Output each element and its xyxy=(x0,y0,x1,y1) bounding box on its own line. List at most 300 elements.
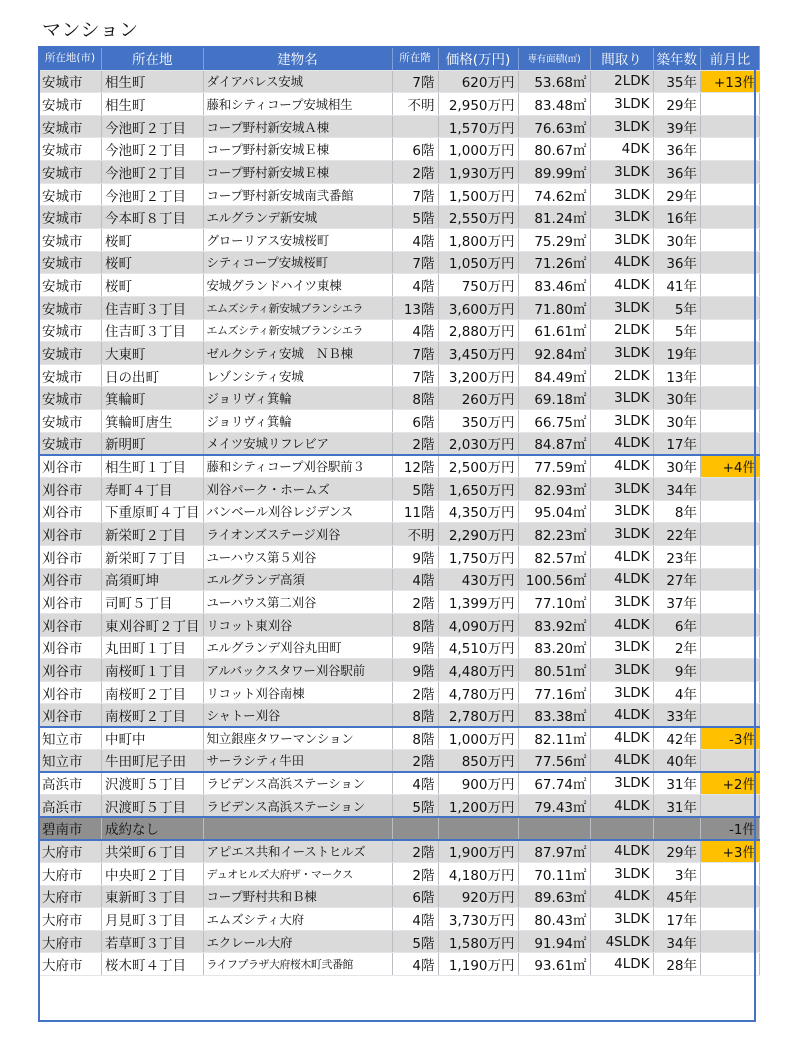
page-title: マンション xyxy=(42,19,139,41)
cell-layout: 3LDK xyxy=(590,523,653,546)
cell-layout: 4LDK xyxy=(590,885,653,908)
cell-age: 42年 xyxy=(653,727,701,750)
cell-price: 3,600万円 xyxy=(438,296,518,319)
cell-age: 30年 xyxy=(653,410,701,433)
cell-floor: 2階 xyxy=(392,749,438,772)
cell-address: 相生町 xyxy=(102,93,204,116)
cell-floor: 11階 xyxy=(392,500,438,523)
cell-area: 77.10㎡ xyxy=(518,591,590,614)
cell-building: シャトー刈谷 xyxy=(203,704,392,727)
cell-city: 安城市 xyxy=(39,296,102,319)
cell-age: 30年 xyxy=(653,387,701,410)
cell-price: 1,000万円 xyxy=(438,138,518,161)
cell-address: 寿町４丁目 xyxy=(102,478,204,501)
cell-area: 89.99㎡ xyxy=(518,161,590,184)
cell-address: 桜町 xyxy=(102,251,204,274)
table-row xyxy=(39,659,760,682)
cell-layout: 4LDK xyxy=(590,704,653,727)
cell-age: 39年 xyxy=(653,115,701,138)
cell-layout: 4LDK xyxy=(590,840,653,863)
cell-price: 4,510万円 xyxy=(438,636,518,659)
cell-building: 藤和シティコープ刈谷駅前３ xyxy=(203,455,392,478)
cell-price: 1,000万円 xyxy=(438,727,518,750)
cell-address: 今池町２丁目 xyxy=(102,138,204,161)
cell-building: ゼルクシティ安城 ＮＢ棟 xyxy=(203,342,392,365)
cell-price: 1,399万円 xyxy=(438,591,518,614)
cell-area: 82.23㎡ xyxy=(518,523,590,546)
cell-change xyxy=(701,432,760,455)
cell-age: 19年 xyxy=(653,342,701,365)
cell-city: 安城市 xyxy=(39,183,102,206)
cell-price: 1,500万円 xyxy=(438,183,518,206)
cell-change xyxy=(701,364,760,387)
cell-price: 1,200万円 xyxy=(438,795,518,818)
cell-age: 35年 xyxy=(653,70,701,93)
cell-change xyxy=(701,228,760,251)
table-row xyxy=(39,93,760,116)
cell-address: 桜町 xyxy=(102,228,204,251)
cell-change xyxy=(701,93,760,116)
cell-city: 大府市 xyxy=(39,862,102,885)
cell-address: 日の出町 xyxy=(102,364,204,387)
cell-area: 71.26㎡ xyxy=(518,251,590,274)
cell-change xyxy=(701,591,760,614)
cell-address: 丸田町１丁目 xyxy=(102,636,204,659)
cell-area: 80.43㎡ xyxy=(518,908,590,931)
cell-floor: 4階 xyxy=(392,319,438,342)
cell-floor: 5階 xyxy=(392,795,438,818)
cell-price: 2,500万円 xyxy=(438,455,518,478)
cell-layout: 3LDK xyxy=(590,636,653,659)
cell-building: 知立銀座タワーマンション xyxy=(203,727,392,750)
cell-change xyxy=(701,161,760,184)
cell-layout: 3LDK xyxy=(590,772,653,795)
cell-price: 4,090万円 xyxy=(438,613,518,636)
cell-building: レゾンシティ安城 xyxy=(203,364,392,387)
cell-layout: 2LDK xyxy=(590,364,653,387)
cell-address: 相生町１丁目 xyxy=(102,455,204,478)
cell-city: 大府市 xyxy=(39,908,102,931)
table-row xyxy=(39,908,760,931)
cell-change xyxy=(701,274,760,297)
cell-building: バンベール刈谷レジデンス xyxy=(203,500,392,523)
cell-age: 34年 xyxy=(653,930,701,953)
cell-age: 41年 xyxy=(653,274,701,297)
cell-layout: 3LDK xyxy=(590,478,653,501)
cell-city: 刈谷市 xyxy=(39,704,102,727)
cell-age xyxy=(653,817,701,840)
cell-building: ラビデンス高浜ステーション xyxy=(203,795,392,818)
header-age: 築年数 xyxy=(653,46,701,70)
cell-building: 安城グランドハイツ東棟 xyxy=(203,274,392,297)
table-row xyxy=(39,115,760,138)
table-row xyxy=(39,500,760,523)
cell-change: -1件 xyxy=(701,817,760,840)
cell-price: 350万円 xyxy=(438,410,518,433)
table-row xyxy=(39,455,760,478)
cell-age: 27年 xyxy=(653,568,701,591)
table-body xyxy=(39,70,760,976)
cell-layout xyxy=(590,817,653,840)
cell-price: 2,290万円 xyxy=(438,523,518,546)
cell-building: ジョリヴィ箕輪 xyxy=(203,410,392,433)
cell-layout: 3LDK xyxy=(590,115,653,138)
cell-building: エムズシティ新安城ブランシエラ xyxy=(203,296,392,319)
cell-city: 知立市 xyxy=(39,727,102,750)
cell-layout: 3LDK xyxy=(590,342,653,365)
cell-area: 87.97㎡ xyxy=(518,840,590,863)
cell-layout: 4LDK xyxy=(590,953,653,976)
cell-area: 100.56㎡ xyxy=(518,568,590,591)
cell-floor: 不明 xyxy=(392,523,438,546)
cell-building: 藤和シティコープ安城相生 xyxy=(203,93,392,116)
cell-city: 大府市 xyxy=(39,930,102,953)
cell-layout: 4LDK xyxy=(590,749,653,772)
cell-building: アピエス共和イーストヒルズ xyxy=(203,840,392,863)
cell-floor: 2階 xyxy=(392,161,438,184)
cell-city: 高浜市 xyxy=(39,795,102,818)
table-row xyxy=(39,70,760,93)
cell-address: 月見町３丁目 xyxy=(102,908,204,931)
cell-floor: 8階 xyxy=(392,727,438,750)
cell-area: 71.80㎡ xyxy=(518,296,590,319)
cell-city: 安城市 xyxy=(39,410,102,433)
cell-floor: 7階 xyxy=(392,251,438,274)
cell-city: 知立市 xyxy=(39,749,102,772)
cell-layout: 4LDK xyxy=(590,251,653,274)
cell-area: 76.63㎡ xyxy=(518,115,590,138)
cell-price: 4,350万円 xyxy=(438,500,518,523)
cell-layout: 4LDK xyxy=(590,432,653,455)
cell-price: 3,450万円 xyxy=(438,342,518,365)
cell-age: 2年 xyxy=(653,636,701,659)
cell-change: +13件 xyxy=(701,70,760,93)
table-row xyxy=(39,206,760,229)
cell-floor: 4階 xyxy=(392,568,438,591)
cell-area: 77.59㎡ xyxy=(518,455,590,478)
cell-city: 大府市 xyxy=(39,885,102,908)
cell-address: 若草町３丁目 xyxy=(102,930,204,953)
cell-floor: 9階 xyxy=(392,636,438,659)
table-row xyxy=(39,296,760,319)
cell-city: 安城市 xyxy=(39,342,102,365)
cell-change xyxy=(701,296,760,319)
cell-change xyxy=(701,908,760,931)
cell-layout: 3LDK xyxy=(590,161,653,184)
cell-city: 大府市 xyxy=(39,840,102,863)
cell-address: 沢渡町５丁目 xyxy=(102,795,204,818)
cell-age: 9年 xyxy=(653,659,701,682)
cell-address: 新栄町７丁目 xyxy=(102,545,204,568)
cell-price: 2,550万円 xyxy=(438,206,518,229)
table-row xyxy=(39,930,760,953)
cell-building: エクレール大府 xyxy=(203,930,392,953)
cell-area: 75.29㎡ xyxy=(518,228,590,251)
cell-layout: 3LDK xyxy=(590,206,653,229)
cell-price: 750万円 xyxy=(438,274,518,297)
cell-building: ユーハウス第二刈谷 xyxy=(203,591,392,614)
cell-city: 安城市 xyxy=(39,138,102,161)
cell-floor: 4階 xyxy=(392,953,438,976)
cell-area: 79.43㎡ xyxy=(518,795,590,818)
cell-layout: 2LDK xyxy=(590,319,653,342)
cell-address: 今本町８丁目 xyxy=(102,206,204,229)
cell-area: 53.68㎡ xyxy=(518,70,590,93)
cell-age: 37年 xyxy=(653,591,701,614)
cell-price: 2,950万円 xyxy=(438,93,518,116)
cell-price: 620万円 xyxy=(438,70,518,93)
cell-area: 66.75㎡ xyxy=(518,410,590,433)
cell-city: 高浜市 xyxy=(39,772,102,795)
cell-age: 30年 xyxy=(653,228,701,251)
cell-building: グローリアス安城桜町 xyxy=(203,228,392,251)
table-row xyxy=(39,953,760,976)
cell-layout: 4SLDK xyxy=(590,930,653,953)
cell-building: リコット東刈谷 xyxy=(203,613,392,636)
cell-change xyxy=(701,410,760,433)
header-area: 専有面積(㎡) xyxy=(518,46,590,70)
cell-age: 29年 xyxy=(653,183,701,206)
cell-age: 17年 xyxy=(653,908,701,931)
table-row xyxy=(39,704,760,727)
cell-address: 新明町 xyxy=(102,432,204,455)
table-row xyxy=(39,410,760,433)
cell-price: 920万円 xyxy=(438,885,518,908)
cell-layout: 3LDK xyxy=(590,681,653,704)
cell-change xyxy=(701,138,760,161)
cell-area: 82.11㎡ xyxy=(518,727,590,750)
cell-address: 相生町 xyxy=(102,70,204,93)
cell-floor: 8階 xyxy=(392,704,438,727)
cell-city: 安城市 xyxy=(39,251,102,274)
cell-area: 83.20㎡ xyxy=(518,636,590,659)
cell-layout: 4DK xyxy=(590,138,653,161)
cell-city: 安城市 xyxy=(39,93,102,116)
cell-area: 80.51㎡ xyxy=(518,659,590,682)
cell-building: エルグランデ高須 xyxy=(203,568,392,591)
cell-age: 17年 xyxy=(653,432,701,455)
cell-city: 大府市 xyxy=(39,953,102,976)
cell-change: -3件 xyxy=(701,727,760,750)
table-row xyxy=(39,478,760,501)
cell-address: 南桜町１丁目 xyxy=(102,659,204,682)
cell-address: 桜木町４丁目 xyxy=(102,953,204,976)
cell-city: 刈谷市 xyxy=(39,478,102,501)
mansion-listing-table xyxy=(38,46,760,976)
cell-building: ダイアパレス安城 xyxy=(203,70,392,93)
cell-age: 28年 xyxy=(653,953,701,976)
cell-floor: 5階 xyxy=(392,930,438,953)
cell-age: 3年 xyxy=(653,862,701,885)
cell-floor: 4階 xyxy=(392,228,438,251)
cell-price: 2,880万円 xyxy=(438,319,518,342)
cell-area: 84.87㎡ xyxy=(518,432,590,455)
cell-floor: 6階 xyxy=(392,885,438,908)
cell-floor: 9階 xyxy=(392,659,438,682)
cell-change xyxy=(701,930,760,953)
header-change: 前月比 xyxy=(701,46,760,70)
cell-age: 13年 xyxy=(653,364,701,387)
cell-building: エムズシティ大府 xyxy=(203,908,392,931)
cell-area: 69.18㎡ xyxy=(518,387,590,410)
cell-building: コープ野村新安城Ａ棟 xyxy=(203,115,392,138)
cell-price: 1,190万円 xyxy=(438,953,518,976)
cell-city: 安城市 xyxy=(39,228,102,251)
cell-area: 82.57㎡ xyxy=(518,545,590,568)
cell-building: ラビデンス高浜ステーション xyxy=(203,772,392,795)
table-row xyxy=(39,862,760,885)
cell-building: ライオンズステージ刈谷 xyxy=(203,523,392,546)
table-row xyxy=(39,523,760,546)
cell-price: 4,780万円 xyxy=(438,681,518,704)
cell-price: 4,480万円 xyxy=(438,659,518,682)
cell-change xyxy=(701,613,760,636)
cell-change xyxy=(701,568,760,591)
cell-address: 中町中 xyxy=(102,727,204,750)
table-row xyxy=(39,274,760,297)
cell-price: 1,930万円 xyxy=(438,161,518,184)
cell-change: +2件 xyxy=(701,772,760,795)
cell-price: 1,900万円 xyxy=(438,840,518,863)
cell-building: コープ野村共和Ｂ棟 xyxy=(203,885,392,908)
cell-building: デュオヒルズ大府ザ・マークス xyxy=(203,862,392,885)
cell-address: 下重原町４丁目 xyxy=(102,500,204,523)
header-price: 価格(万円) xyxy=(438,46,518,70)
cell-building: ジョリヴィ箕輪 xyxy=(203,387,392,410)
table-row xyxy=(39,138,760,161)
cell-age: 45年 xyxy=(653,885,701,908)
cell-address: 中央町２丁目 xyxy=(102,862,204,885)
cell-city: 刈谷市 xyxy=(39,613,102,636)
cell-city: 刈谷市 xyxy=(39,545,102,568)
cell-floor: 12階 xyxy=(392,455,438,478)
header-row xyxy=(39,46,760,70)
cell-city: 安城市 xyxy=(39,319,102,342)
header-floor: 所在階 xyxy=(392,46,438,70)
table-row xyxy=(39,251,760,274)
table-row xyxy=(39,432,760,455)
cell-address: 共栄町６丁目 xyxy=(102,840,204,863)
cell-address: 今池町２丁目 xyxy=(102,183,204,206)
cell-floor: 7階 xyxy=(392,342,438,365)
cell-price: 430万円 xyxy=(438,568,518,591)
cell-city: 安城市 xyxy=(39,364,102,387)
cell-floor xyxy=(392,115,438,138)
cell-change xyxy=(701,862,760,885)
cell-city: 刈谷市 xyxy=(39,591,102,614)
cell-change xyxy=(701,704,760,727)
cell-age: 8年 xyxy=(653,500,701,523)
cell-building xyxy=(203,817,392,840)
cell-floor: 不明 xyxy=(392,93,438,116)
cell-address: 今池町２丁目 xyxy=(102,115,204,138)
cell-price: 260万円 xyxy=(438,387,518,410)
cell-price: 2,780万円 xyxy=(438,704,518,727)
cell-layout: 3LDK xyxy=(590,659,653,682)
cell-age: 6年 xyxy=(653,613,701,636)
cell-city: 刈谷市 xyxy=(39,523,102,546)
cell-floor: 2階 xyxy=(392,681,438,704)
cell-area: 92.84㎡ xyxy=(518,342,590,365)
cell-change xyxy=(701,342,760,365)
cell-floor: 8階 xyxy=(392,387,438,410)
cell-address: 南桜町２丁目 xyxy=(102,704,204,727)
cell-age: 30年 xyxy=(653,455,701,478)
cell-age: 4年 xyxy=(653,681,701,704)
cell-layout: 4LDK xyxy=(590,545,653,568)
cell-change xyxy=(701,749,760,772)
cell-age: 36年 xyxy=(653,251,701,274)
cell-layout: 4LDK xyxy=(590,727,653,750)
cell-building: 刈谷パーク・ホームズ xyxy=(203,478,392,501)
cell-area: 74.62㎡ xyxy=(518,183,590,206)
cell-floor: 6階 xyxy=(392,410,438,433)
cell-floor: 4階 xyxy=(392,772,438,795)
cell-floor: 5階 xyxy=(392,206,438,229)
cell-city: 刈谷市 xyxy=(39,681,102,704)
cell-city: 刈谷市 xyxy=(39,455,102,478)
cell-age: 29年 xyxy=(653,93,701,116)
cell-floor: 13階 xyxy=(392,296,438,319)
header-building: 建物名 xyxy=(203,46,392,70)
cell-change xyxy=(701,115,760,138)
cell-change xyxy=(701,251,760,274)
cell-layout: 2LDK xyxy=(590,70,653,93)
cell-building: ユーハウス第５刈谷 xyxy=(203,545,392,568)
cell-price: 1,570万円 xyxy=(438,115,518,138)
cell-area: 83.46㎡ xyxy=(518,274,590,297)
cell-building: エルグランデ新安城 xyxy=(203,206,392,229)
cell-floor: 6階 xyxy=(392,138,438,161)
cell-address: 箕輪町唐生 xyxy=(102,410,204,433)
cell-area: 61.61㎡ xyxy=(518,319,590,342)
cell-age: 40年 xyxy=(653,749,701,772)
cell-layout: 4LDK xyxy=(590,274,653,297)
cell-age: 16年 xyxy=(653,206,701,229)
cell-building: コープ野村新安城Ｅ棟 xyxy=(203,161,392,184)
cell-change xyxy=(701,885,760,908)
cell-price: 1,800万円 xyxy=(438,228,518,251)
cell-age: 36年 xyxy=(653,138,701,161)
table-row xyxy=(39,545,760,568)
cell-age: 5年 xyxy=(653,296,701,319)
cell-change xyxy=(701,387,760,410)
cell-address: 箕輪町 xyxy=(102,387,204,410)
cell-age: 29年 xyxy=(653,840,701,863)
cell-age: 34年 xyxy=(653,478,701,501)
table-row xyxy=(39,727,760,750)
cell-city: 刈谷市 xyxy=(39,659,102,682)
cell-change xyxy=(701,545,760,568)
cell-floor xyxy=(392,817,438,840)
cell-city: 安城市 xyxy=(39,161,102,184)
cell-floor: 2階 xyxy=(392,432,438,455)
cell-change xyxy=(701,636,760,659)
table-row xyxy=(39,681,760,704)
table-row xyxy=(39,591,760,614)
cell-area: 67.74㎡ xyxy=(518,772,590,795)
cell-building: コープ野村新安城Ｅ棟 xyxy=(203,138,392,161)
cell-area: 89.63㎡ xyxy=(518,885,590,908)
cell-price: 3,730万円 xyxy=(438,908,518,931)
table-row xyxy=(39,885,760,908)
cell-area: 93.61㎡ xyxy=(518,953,590,976)
cell-area xyxy=(518,817,590,840)
cell-building: エムズシティ新安城ブランシエラ xyxy=(203,319,392,342)
cell-layout: 3LDK xyxy=(590,296,653,319)
cell-area: 83.38㎡ xyxy=(518,704,590,727)
cell-age: 22年 xyxy=(653,523,701,546)
